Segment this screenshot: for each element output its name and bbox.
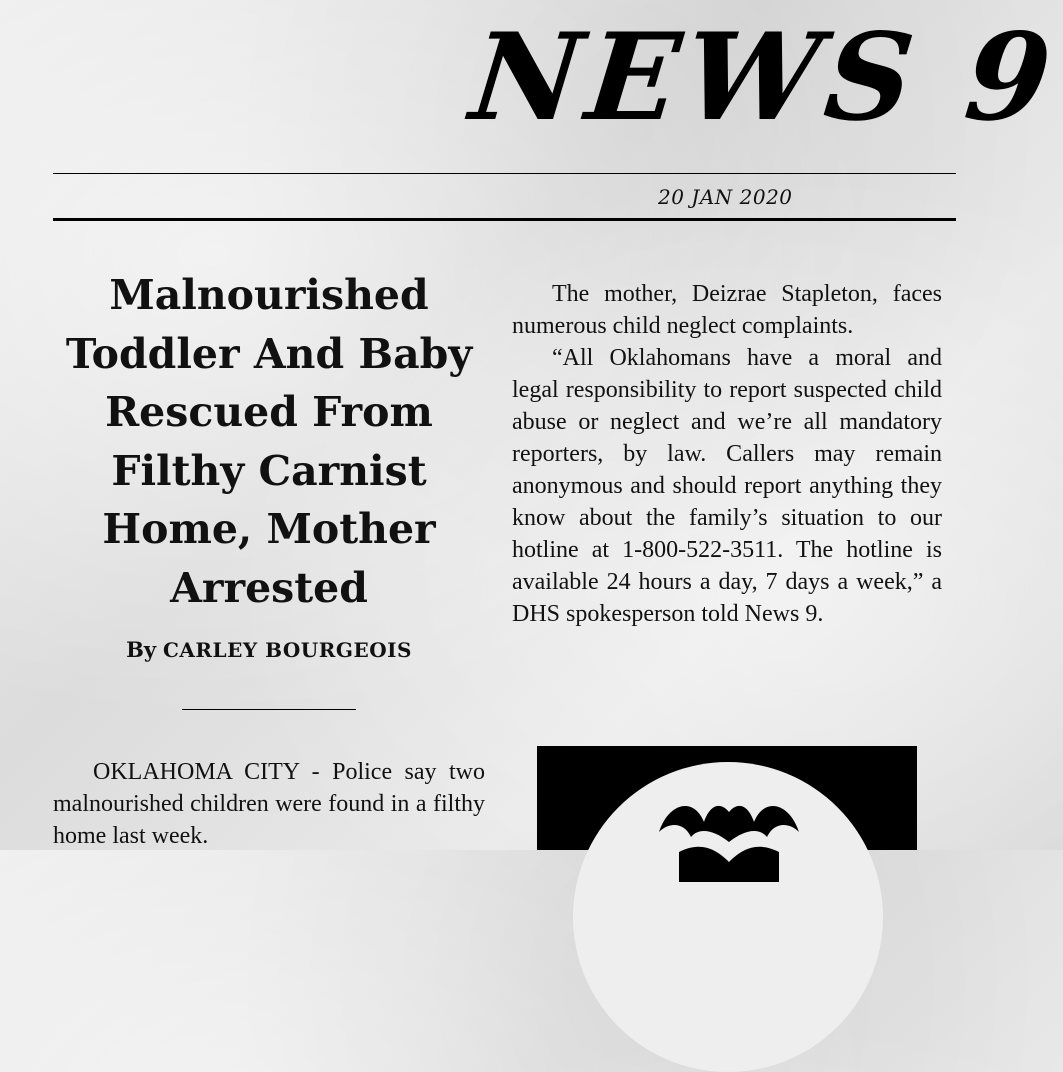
masthead-rule-thick bbox=[53, 218, 956, 221]
byline-prefix: By bbox=[126, 637, 157, 662]
body-paragraph: The mother, Deizrae Stapleton, faces numerous child neglect complaints. bbox=[512, 281, 942, 339]
left-column-body bbox=[53, 756, 485, 852]
issue-date: 20 JAN 2020 bbox=[658, 185, 793, 209]
right-column-body bbox=[512, 278, 942, 630]
byline-author: CARLEY BOURGEOIS bbox=[163, 638, 412, 662]
byline-divider bbox=[182, 709, 356, 710]
body-paragraph: OKLAHOMA CITY - Police say two malnourished children were found in a filthy home last week. bbox=[53, 759, 485, 849]
article-headline: Malnourished Toddler And Baby Rescued From Filthy Carnist Home, Mother Arrested bbox=[65, 271, 473, 612]
body-paragraph: “All Oklahomans have a moral and legal responsibility to report suspected child abuse or neglect and we’re all mandatory reporters, by law. Callers may remain anonymous and should report anything they know about the family’s situation to our hotline at 1-800-522-3511. The hotline is available 24 hours a day, 7 days a week,” a DHS spokesperson told News 9. bbox=[512, 345, 942, 627]
masthead-title: NEWS 9 bbox=[464, 7, 1063, 148]
gothic-emblem-icon bbox=[649, 792, 809, 882]
article-byline bbox=[53, 637, 485, 662]
article-image bbox=[537, 746, 917, 850]
masthead-rule-thin bbox=[53, 173, 956, 174]
